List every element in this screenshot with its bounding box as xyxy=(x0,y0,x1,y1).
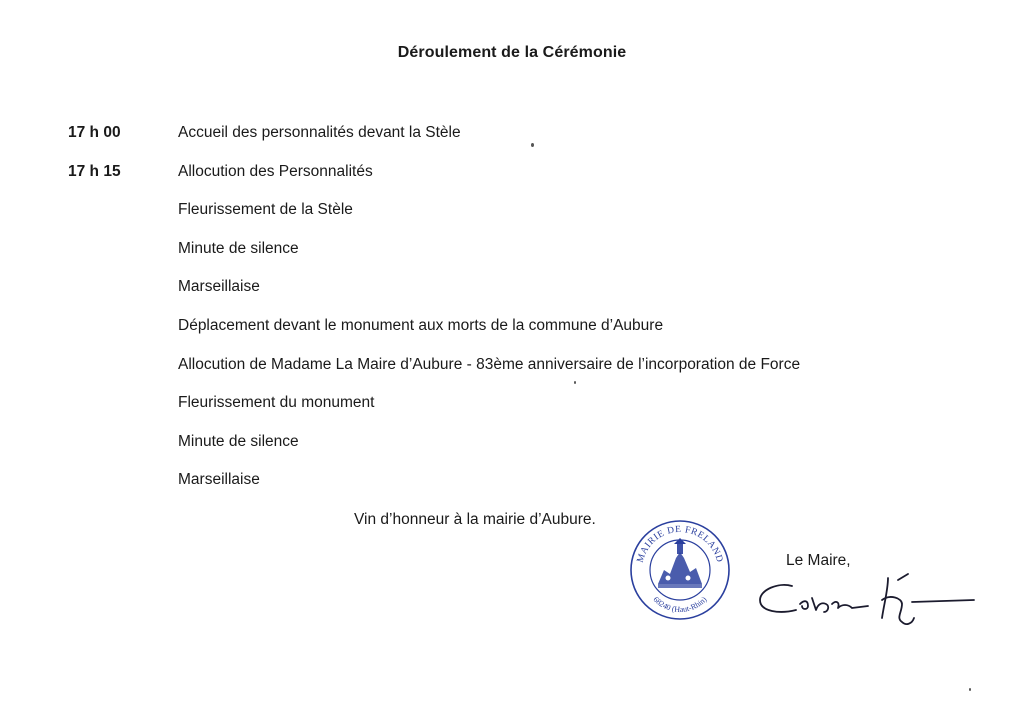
stamp-emblem xyxy=(658,538,702,588)
schedule-label: Fleurissement du monument xyxy=(178,394,375,412)
schedule-label: Minute de silence xyxy=(178,432,299,450)
mairie-stamp xyxy=(628,518,732,622)
schedule-label: Minute de silence xyxy=(178,239,299,257)
schedule-label: Accueil des personnalités devant la Stèle xyxy=(178,124,461,141)
schedule-row xyxy=(68,163,948,202)
schedule-row xyxy=(68,124,948,163)
schedule-row xyxy=(68,278,948,317)
schedule-row xyxy=(68,394,948,433)
schedule-label: Marseillaise xyxy=(178,471,260,489)
schedule-row xyxy=(68,201,948,240)
schedule-label: Marseillaise xyxy=(178,278,260,296)
scan-speck xyxy=(531,143,534,147)
stamp-top-text: MAIRIE DE FRELAND xyxy=(635,524,725,564)
scan-speck xyxy=(574,381,576,384)
scan-speck xyxy=(969,688,971,691)
schedule-label: Allocution de Madame La Maire d’Aubure - 83ème anniversaire de l’incorporation de Force xyxy=(178,355,801,373)
document-title: Déroulement de la Cérémonie xyxy=(397,44,627,61)
schedule-time: 17 h 15 xyxy=(68,162,121,180)
schedule-row xyxy=(68,317,948,356)
schedule-label: Déplacement devant le monument aux morts de la commune d’Aubure xyxy=(178,316,664,334)
signatory-title: Le Maire, xyxy=(786,552,851,569)
schedule-row xyxy=(68,471,948,510)
schedule-row xyxy=(68,433,948,472)
closing-line: Vin d’honneur à la mairie d’Aubure. xyxy=(354,511,596,528)
mayor-signature xyxy=(752,560,982,640)
schedule-time: 17 h 00 xyxy=(68,124,121,141)
schedule-row xyxy=(68,356,948,395)
stamp-bottom-text: 68240 (Haut-Rhin) xyxy=(651,594,709,615)
ceremony-schedule xyxy=(68,124,948,510)
schedule-label: Allocution des Personnalités xyxy=(178,162,373,180)
schedule-label: Fleurissement de la Stèle xyxy=(178,201,353,219)
schedule-row xyxy=(68,240,948,279)
